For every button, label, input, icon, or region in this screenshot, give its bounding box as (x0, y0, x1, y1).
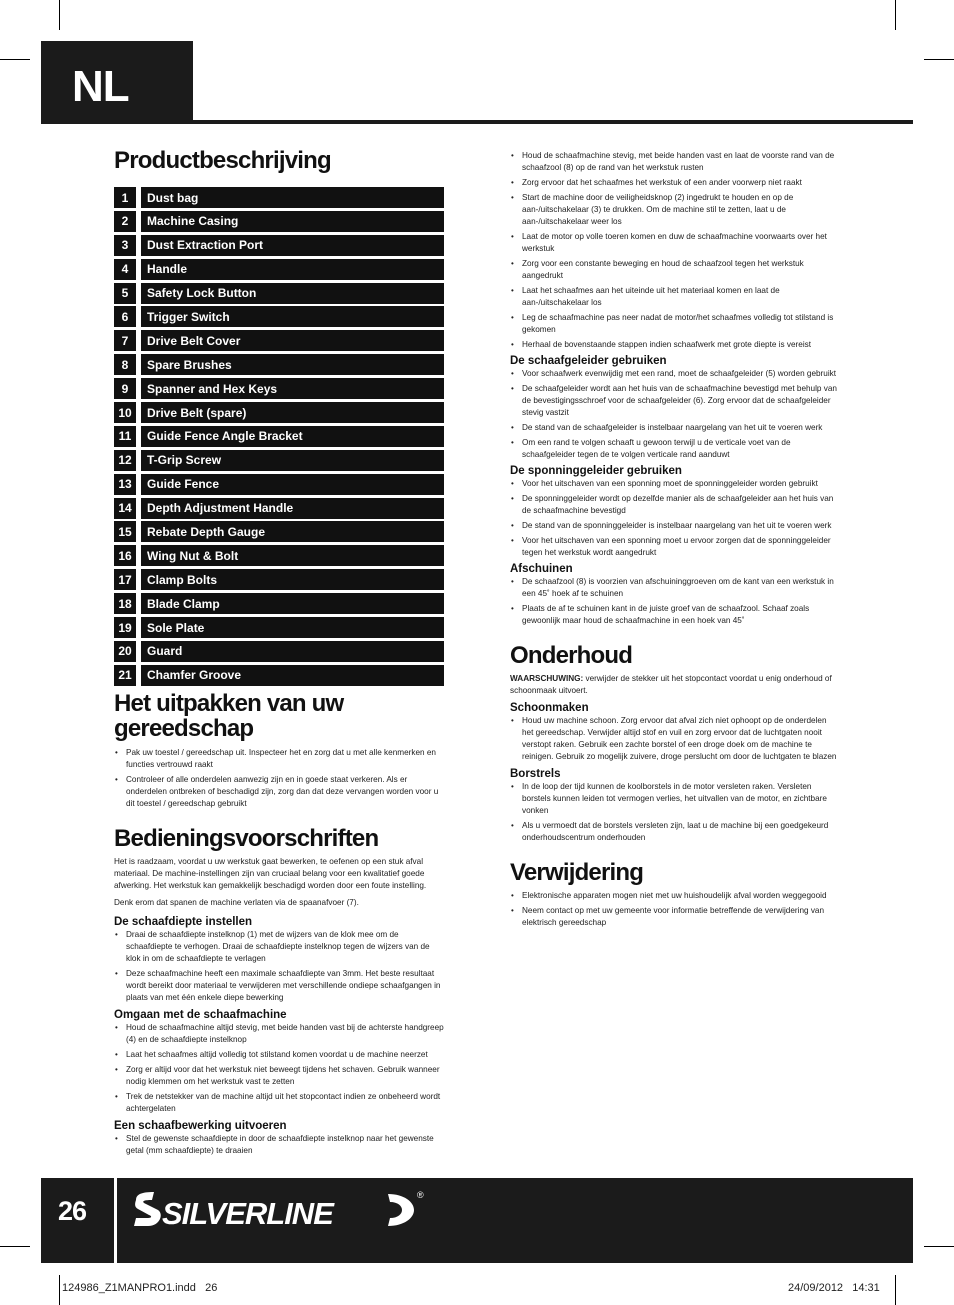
list-item: • Trek de netstekker van de machine altijd uit het stopcontact indien ze onbeheerd wordt achtergelaten (114, 1091, 444, 1115)
part-name: Guide Fence (141, 474, 444, 495)
part-name: Drive Belt (spare) (141, 402, 444, 423)
warning-text: verwijder de stekker uit het stopcontact voordat u enig onderhoud of schoonmaak uitvoert. (510, 674, 832, 695)
warning-label: WAARSCHUWING: (510, 674, 584, 683)
footer-divider (114, 1178, 117, 1263)
part-name: Drive Belt Cover (141, 330, 444, 351)
list-item: • Zorg er altijd voor dat het werkstuk niet beweegt tijdens het schaven. Gebruik wanneer nodig klemmen om het werkstuk vast te zetten (114, 1064, 444, 1088)
part-number: 10 (114, 402, 136, 423)
part-number: 12 (114, 450, 136, 471)
part-row (114, 211, 444, 232)
list-item: • Draai de schaafdiepte instelknop (1) met de wijzers van de klok mee om de schaafdiepte te verhogen. Draai de schaafdiepte instelknop tegen de wijzers van de klok in om de schaafdiepte te verlagen (114, 929, 444, 965)
unpacking-list (114, 747, 444, 810)
part-number: 4 (114, 259, 136, 280)
right-column (510, 150, 840, 932)
part-name: Clamp Bolts (141, 569, 444, 590)
product-description-title: Productbeschrijving (114, 147, 331, 174)
operation-intro: Het is raadzaam, voordat u uw werkstuk gaat bewerken, te oefenen op een stuk afval materiaal. De machine-instellingen zijn van cruciaal belang voor een kwalitatief goede afwerking. Het werkstuk kan gemakkelijk beschadigd worden door een foute instelling. (114, 856, 427, 890)
part-row (114, 521, 444, 542)
list-item: • Zorg voor een constante beweging en houd de schaafzool tegen het werkstuk aangedrukt (510, 258, 840, 282)
part-row (114, 354, 444, 375)
list-item: • Elektronische apparaten mogen niet met uw huishoudelijk afval worden weggegooid (510, 890, 840, 902)
part-number: 2 (114, 211, 136, 232)
handling-title: Omgaan met de schaafmachine (114, 1008, 287, 1021)
crop-mark (59, 1275, 60, 1305)
list-item: • De schaafgeleider wordt aan het huis van de schaafmachine bevestigd met behulp van de bevestigingsschroef voor de schaafgeleider (6). Zorg ervoor dat de schaafgeleider stevig vastzit (510, 383, 840, 419)
handling-list (114, 1022, 444, 1115)
chamfer-title: Afschuinen (510, 563, 573, 575)
part-row (114, 378, 444, 399)
part-name: Depth Adjustment Handle (141, 498, 444, 519)
part-row (114, 498, 444, 519)
list-item: • Als u vermoedt dat de borstels versleten zijn, laat u de machine bij een goedgekeurd onderhoudscentrum onderhouden (510, 820, 840, 844)
list-item: • Pak uw toestel / gereedschap uit. Inspecteer het en zorg dat u met alle kenmerken en functies vertrouwd raakt (114, 747, 444, 771)
list-item: • Deze schaafmachine heeft een maximale schaafdiepte van 3mm. Het beste resultaat wordt bereikt door materiaal te verwijderen met verschillende ondiepe schaafgangen in plaats van met één enkele diepe bewerking (114, 968, 444, 1004)
crop-mark (924, 59, 954, 60)
list-item: • Neem contact op met uw gemeente voor informatie betreffende de verwijdering van elektrisch gereedschap (510, 905, 840, 929)
brushes-title: Borstrels (510, 768, 561, 780)
part-number: 15 (114, 521, 136, 542)
crop-mark (0, 1246, 30, 1247)
disposal-title: Verwijdering (510, 859, 644, 886)
part-name: Guide Fence Angle Bracket (141, 426, 444, 447)
file-name: 124986_Z1MANPRO1.indd 26 (62, 1282, 218, 1294)
part-name: Rebate Depth Gauge (141, 521, 444, 542)
part-row (114, 187, 444, 208)
planing-list (114, 1133, 444, 1157)
list-item: • Voor het uitschaven van een sponning moet de sponninggeleider worden gebruikt (510, 478, 840, 490)
list-item: • Herhaal de bovenstaande stappen indien schaafwerk met grote diepte is vereist (510, 339, 840, 351)
list-item: • Controleer of alle onderdelen aanwezig zijn en in goede staat verkeren. Als er onderdelen ontbreken of beschadigd zijn, zorg dan dat deze vervangen worden voor u dit toestel / gereedschap gebruikt (114, 774, 444, 810)
disposal-list (510, 890, 840, 929)
part-row (114, 617, 444, 638)
part-number: 14 (114, 498, 136, 519)
part-number: 19 (114, 617, 136, 638)
part-number: 16 (114, 545, 136, 566)
part-number: 13 (114, 474, 136, 495)
part-number: 6 (114, 306, 136, 327)
chamfer-list (510, 576, 840, 627)
list-item: • Voor het uitschaven van een sponning moet u ervoor zorgen dat de sponninggeleider tegen het werkstuk wordt aangedrukt (510, 535, 840, 559)
crop-mark (924, 1246, 954, 1247)
list-item: • Laat de motor op volle toeren komen en duw de schaafmachine voorwaarts over het werkstuk (510, 231, 840, 255)
part-number: 3 (114, 235, 136, 256)
header-rule (41, 120, 913, 124)
list-item: • Start de machine door de veiligheidsknop (2) ingedrukt te houden en op de aan-/uitschakelaar (3) te drukken. Om de machine stil te zetten, laat u de aan-/uitschakelaar weer los (510, 192, 840, 228)
list-item: • Houd de schaafmachine altijd stevig, met beide handen vast bij de achterste handgreep (4) en de schaafdiepte instelknop (114, 1022, 444, 1046)
part-number: 7 (114, 330, 136, 351)
list-item: • Voor schaafwerk evenwijdig met een rand, moet de schaafgeleider (5) worden gebruikt (510, 368, 840, 380)
depth-title: De schaafdiepte instellen (114, 915, 253, 928)
list-item: • Laat het schaafmes aan het uiteinde uit het materiaal komen en laat de aan-/uitschakelaar los (510, 285, 840, 309)
part-name: Chamfer Groove (141, 665, 444, 686)
guide-fence-title: De schaafgeleider gebruiken (510, 355, 667, 367)
silverline-logo (132, 1188, 432, 1243)
part-name: Blade Clamp (141, 593, 444, 614)
planing-title: Een schaafbewerking uitvoeren (114, 1119, 287, 1132)
list-item: • Leg de schaafmachine pas neer nadat de motor/het schaafmes volledig tot stilstand is gekomen (510, 312, 840, 336)
part-name: T-Grip Screw (141, 450, 444, 471)
cleaning-list (510, 715, 840, 763)
part-row (114, 306, 444, 327)
list-item: • Laat het schaafmes altijd volledig tot stilstand komen voordat u de machine neerzet (114, 1049, 444, 1061)
part-row (114, 665, 444, 686)
operation-title: Bedieningsvoorschriften (114, 824, 379, 852)
part-row (114, 641, 444, 662)
part-name: Machine Casing (141, 211, 444, 232)
guide-fence-list (510, 368, 840, 461)
list-item: • Stel de gewenste schaafdiepte in door de schaafdiepte instelknop naar het gewenste getal (mm schaafdiepte) te draaien (114, 1133, 444, 1157)
list-item: • Zorg ervoor dat het schaafmes het werkstuk of een ander voorwerp niet raakt (510, 177, 840, 189)
operation-note: Denk erom dat spanen de machine verlaten via de spaanafvoer (7). (114, 897, 359, 907)
part-name: Handle (141, 259, 444, 280)
brushes-list (510, 781, 840, 844)
crop-mark (59, 0, 60, 30)
part-row (114, 545, 444, 566)
rebate-list (510, 478, 840, 559)
rebate-title: De sponninggeleider gebruiken (510, 465, 682, 477)
depth-list (114, 929, 444, 1004)
crop-mark (895, 0, 896, 30)
list-item: • De sponninggeleider wordt op dezelfde manier als de schaafgeleider aan het huis van de schaafmachine bevestigd (510, 493, 840, 517)
part-number: 20 (114, 641, 136, 662)
part-name: Safety Lock Button (141, 283, 444, 304)
part-row (114, 450, 444, 471)
part-name: Guard (141, 641, 444, 662)
part-name: Sole Plate (141, 617, 444, 638)
part-row (114, 330, 444, 351)
maintenance-warning (510, 673, 840, 697)
part-name: Dust Extraction Port (141, 235, 444, 256)
part-number: 17 (114, 569, 136, 590)
part-row (114, 426, 444, 447)
part-row (114, 569, 444, 590)
part-number: 1 (114, 187, 136, 208)
registered-mark: ® (417, 1190, 424, 1200)
part-row (114, 402, 444, 423)
part-row (114, 283, 444, 304)
part-row (114, 593, 444, 614)
part-row (114, 259, 444, 280)
print-date: 24/09/2012 14:31 (788, 1282, 880, 1294)
unpacking-title: Het uitpakken van uw gereedschap (114, 689, 344, 742)
crop-mark (895, 1275, 896, 1305)
part-row (114, 474, 444, 495)
list-item: • Plaats de af te schuinen kant in de juiste groef van de schaafzool. Schaaf zoals gewoonlijk maar houd de schaafmachine in een hoek van 45˚ (510, 603, 840, 627)
part-number: 9 (114, 378, 136, 399)
part-number: 5 (114, 283, 136, 304)
part-name: Spanner and Hex Keys (141, 378, 444, 399)
cleaning-title: Schoonmaken (510, 702, 589, 714)
left-column (114, 148, 444, 1160)
page-number: 26 (58, 1196, 87, 1226)
part-name: Spare Brushes (141, 354, 444, 375)
maintenance-title: Onderhoud (510, 642, 633, 669)
list-item: • Om een rand te volgen schaaft u gewoon terwijl u de verticale voet van de schaafgeleider tegen de te volgen verticale rand aanduwt (510, 437, 840, 461)
list-item: • Houd uw machine schoon. Zorg ervoor dat afval zich niet ophoopt op de onderdelen het gereedschap. Verwijder altijd stof en vuil en zorg ervoor dat de luchtgaten nooit verstopt raken. Gebruik een zachte borstel of een droge doek om de machine te reinigen. Gebruik zo mogelijk zuivere, droge perslucht om door de luchtgaten te blazen (510, 715, 840, 763)
part-row (114, 235, 444, 256)
language-code: NL (72, 62, 129, 111)
part-number: 18 (114, 593, 136, 614)
part-name: Wing Nut & Bolt (141, 545, 444, 566)
part-number: 21 (114, 665, 136, 686)
crop-mark (0, 59, 30, 60)
planing-continued-list (510, 150, 840, 351)
part-number: 11 (114, 426, 136, 447)
list-item: • De stand van de schaafgeleider is instelbaar naargelang van het uit te voeren werk (510, 422, 840, 434)
part-name: Dust bag (141, 187, 444, 208)
list-item: • De stand van de sponninggeleider is instelbaar naargelang van het uit te voeren werk (510, 520, 840, 532)
part-name: Trigger Switch (141, 306, 444, 327)
list-item: • Houd de schaafmachine stevig, met beide handen vast en laat de voorste rand van de schaafzool (8) op de rand van het werkstuk rusten (510, 150, 840, 174)
list-item: • De schaafzool (8) is voorzien van afschuininggroeven om de kant van een werkstuk in een 45˚ hoek af te schuinen (510, 576, 840, 600)
logo-wordmark: SILVERLINE (162, 1196, 333, 1231)
list-item: • In de loop der tijd kunnen de koolborstels in de motor versleten raken. Versleten borstels kunnen leiden tot vermogen verlies, het uitvallen van de motor, en zichtbare vonken (510, 781, 840, 817)
parts-list (114, 187, 444, 686)
part-number: 8 (114, 354, 136, 375)
